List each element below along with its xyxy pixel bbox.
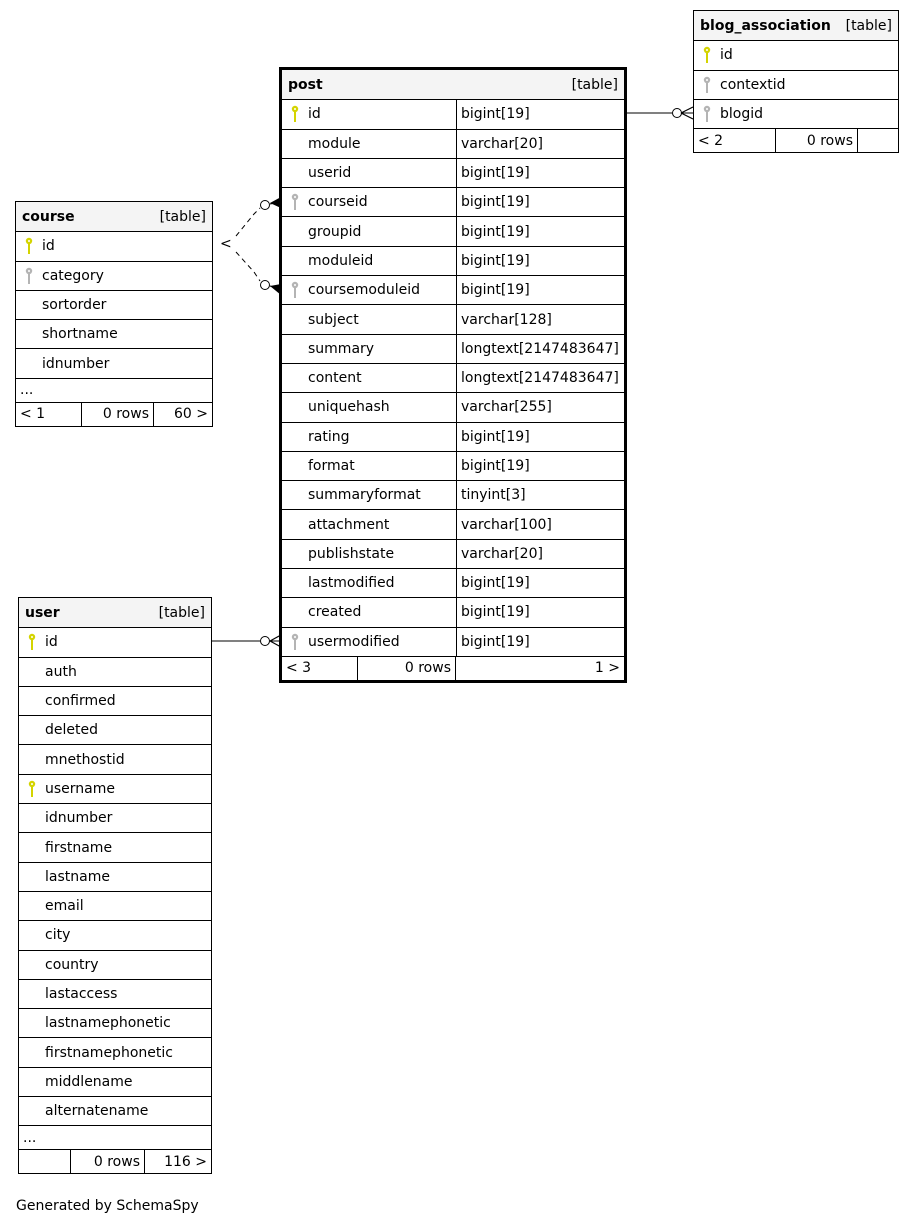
parents-count[interactable]: < 2 (698, 132, 724, 149)
column-row[interactable] (19, 1067, 211, 1096)
column-type: varchar[20] (456, 540, 624, 568)
implied-relationship-marker: < (220, 236, 232, 252)
column-row[interactable] (19, 715, 211, 744)
column-name: publishstate (308, 545, 395, 562)
column-type: bigint[19] (456, 188, 624, 216)
column-name: firstnamephonetic (45, 1044, 173, 1061)
column-name: created (308, 604, 362, 621)
parents-count[interactable]: < 1 (20, 406, 46, 423)
column-row[interactable] (694, 40, 898, 69)
column-row[interactable] (19, 1008, 211, 1037)
column-name: email (45, 898, 84, 915)
primary-key-icon (19, 780, 45, 798)
rows-count: 0 rows (81, 403, 153, 426)
column-row[interactable] (282, 509, 624, 538)
foreign-key-icon (282, 281, 308, 299)
column-name: coursemoduleid (308, 282, 421, 299)
primary-key-icon (19, 633, 45, 651)
relationship-course-post-coursemoduleid (236, 252, 281, 295)
parents-count[interactable]: < 3 (286, 660, 312, 677)
relationship-course-post-courseid (236, 197, 281, 236)
generated-by-label: Generated by SchemaSpy (16, 1198, 199, 1214)
column-type: bigint[19] (456, 423, 624, 451)
column-name: alternatename (45, 1103, 149, 1120)
table-course[interactable] (15, 201, 213, 427)
relationship-user-post (212, 635, 281, 647)
column-name: idnumber (42, 355, 110, 372)
table-post[interactable] (279, 67, 627, 683)
column-row[interactable] (694, 99, 898, 128)
column-name: subject (308, 311, 359, 328)
column-name: mnethostid (45, 751, 125, 768)
column-name: id (42, 238, 55, 255)
column-name: id (45, 634, 58, 651)
column-row[interactable] (19, 803, 211, 832)
column-type: bigint[19] (456, 159, 624, 187)
column-type: bigint[19] (456, 628, 624, 656)
column-name: lastname (45, 868, 110, 885)
column-name: deleted (45, 722, 98, 739)
rows-count: 0 rows (357, 657, 455, 680)
column-row[interactable] (19, 950, 211, 979)
column-name: middlename (45, 1073, 133, 1090)
table-header[interactable] (16, 202, 212, 231)
column-row[interactable] (19, 1096, 211, 1125)
column-row[interactable] (282, 422, 624, 451)
column-name: uniquehash (308, 399, 390, 416)
column-row[interactable] (19, 920, 211, 949)
column-row[interactable] (19, 627, 211, 656)
column-row[interactable] (282, 568, 624, 597)
column-row[interactable] (282, 597, 624, 626)
more-columns: ... (16, 378, 212, 402)
column-name: lastmodified (308, 575, 395, 592)
column-name: username (45, 780, 115, 797)
table-header[interactable] (19, 598, 211, 627)
table-footer (19, 1149, 211, 1173)
column-type: varchar[255] (456, 393, 624, 421)
column-name: firstname (45, 839, 113, 856)
column-type: bigint[19] (456, 276, 624, 304)
column-name: auth (45, 663, 77, 680)
column-row[interactable] (694, 70, 898, 99)
column-name: summaryformat (308, 487, 421, 504)
column-name: city (45, 927, 71, 944)
table-kind: [table] (159, 208, 206, 225)
column-row[interactable] (282, 451, 624, 480)
children-count[interactable]: 60 > (153, 403, 212, 426)
column-name: category (42, 267, 104, 284)
column-row[interactable] (19, 1037, 211, 1066)
column-row[interactable] (19, 774, 211, 803)
foreign-key-icon (694, 105, 720, 123)
column-name: rating (308, 428, 350, 445)
parents-count[interactable] (19, 1150, 70, 1173)
table-footer (694, 128, 898, 152)
column-name: confirmed (45, 693, 116, 710)
column-name: lastaccess (45, 986, 118, 1002)
column-row[interactable] (282, 158, 624, 187)
column-name: id (308, 106, 321, 123)
column-name: moduleid (308, 252, 374, 269)
column-row[interactable] (282, 246, 624, 275)
column-row[interactable] (282, 392, 624, 421)
children-count[interactable] (857, 129, 898, 152)
column-row[interactable] (282, 334, 624, 363)
primary-key-icon (694, 46, 720, 64)
foreign-key-icon (282, 633, 308, 651)
column-name: userid (308, 165, 352, 182)
rows-count: 0 rows (775, 129, 857, 152)
column-name: lastnamephonetic (45, 1015, 171, 1032)
column-type: bigint[19] (456, 598, 624, 626)
table-kind: [table] (571, 76, 618, 93)
column-row[interactable] (282, 99, 624, 128)
relationship-post-blog-association (626, 107, 693, 119)
primary-key-icon (16, 237, 42, 255)
primary-key-icon (282, 105, 308, 123)
column-row[interactable] (19, 891, 211, 920)
table-blog-association[interactable] (693, 10, 899, 153)
column-type: bigint[19] (456, 247, 624, 275)
column-type: varchar[100] (456, 510, 624, 538)
column-type: bigint[19] (456, 452, 624, 480)
column-type: varchar[20] (456, 130, 624, 158)
table-name: user (25, 604, 60, 621)
column-row[interactable] (282, 363, 624, 392)
column-type: bigint[19] (456, 217, 624, 245)
column-name: usermodified (308, 633, 400, 650)
column-type: varchar[128] (456, 305, 624, 333)
column-row[interactable] (282, 129, 624, 158)
column-type: bigint[19] (456, 569, 624, 597)
column-row[interactable] (16, 261, 212, 290)
table-header[interactable] (282, 70, 624, 99)
column-row[interactable] (16, 348, 212, 377)
foreign-key-icon (282, 193, 308, 211)
column-row[interactable] (282, 275, 624, 304)
column-name: country (45, 956, 99, 973)
column-name: courseid (308, 194, 368, 211)
table-kind: [table] (158, 604, 205, 621)
column-name: summary (308, 340, 375, 357)
table-user[interactable] (18, 597, 212, 1174)
column-row[interactable] (282, 187, 624, 216)
column-row[interactable] (282, 627, 624, 656)
column-name: module (308, 135, 361, 152)
table-name: post (288, 76, 323, 93)
column-row[interactable] (19, 862, 211, 891)
column-name: content (308, 370, 362, 387)
table-kind: [table] (845, 17, 892, 34)
column-name: idnumber (45, 810, 113, 827)
column-row[interactable] (16, 319, 212, 348)
column-row[interactable] (16, 231, 212, 260)
column-row[interactable] (19, 686, 211, 715)
children-count[interactable]: 116 > (144, 1150, 211, 1173)
column-row[interactable] (282, 304, 624, 333)
column-name: attachment (308, 516, 390, 533)
column-type: bigint[19] (456, 100, 624, 128)
column-row[interactable] (19, 657, 211, 686)
column-row[interactable] (16, 290, 212, 319)
table-header[interactable] (694, 11, 898, 40)
column-row[interactable] (282, 539, 624, 568)
column-row[interactable] (282, 480, 624, 509)
children-count[interactable]: 1 > (455, 657, 624, 680)
column-type: longtext[2147483647] (456, 364, 624, 392)
column-name: groupid (308, 223, 362, 240)
column-name: format (308, 458, 355, 474)
column-row[interactable] (282, 216, 624, 245)
table-name: course (22, 208, 75, 225)
column-row[interactable] (19, 744, 211, 773)
column-name: contextid (720, 76, 786, 93)
column-type: tinyint[3] (456, 481, 624, 509)
column-name: shortname (42, 326, 118, 343)
table-footer (16, 402, 212, 426)
more-columns: ... (19, 1125, 211, 1149)
foreign-key-icon (694, 76, 720, 94)
column-name: sortorder (42, 297, 107, 314)
rows-count: 0 rows (70, 1150, 144, 1173)
foreign-key-icon (16, 267, 42, 285)
column-row[interactable] (19, 832, 211, 861)
column-name: blogid (720, 106, 764, 123)
column-row[interactable] (19, 979, 211, 1008)
table-name: blog_association (700, 17, 831, 34)
column-name: id (720, 47, 733, 64)
column-type: longtext[2147483647] (456, 335, 624, 363)
table-footer (282, 656, 624, 680)
